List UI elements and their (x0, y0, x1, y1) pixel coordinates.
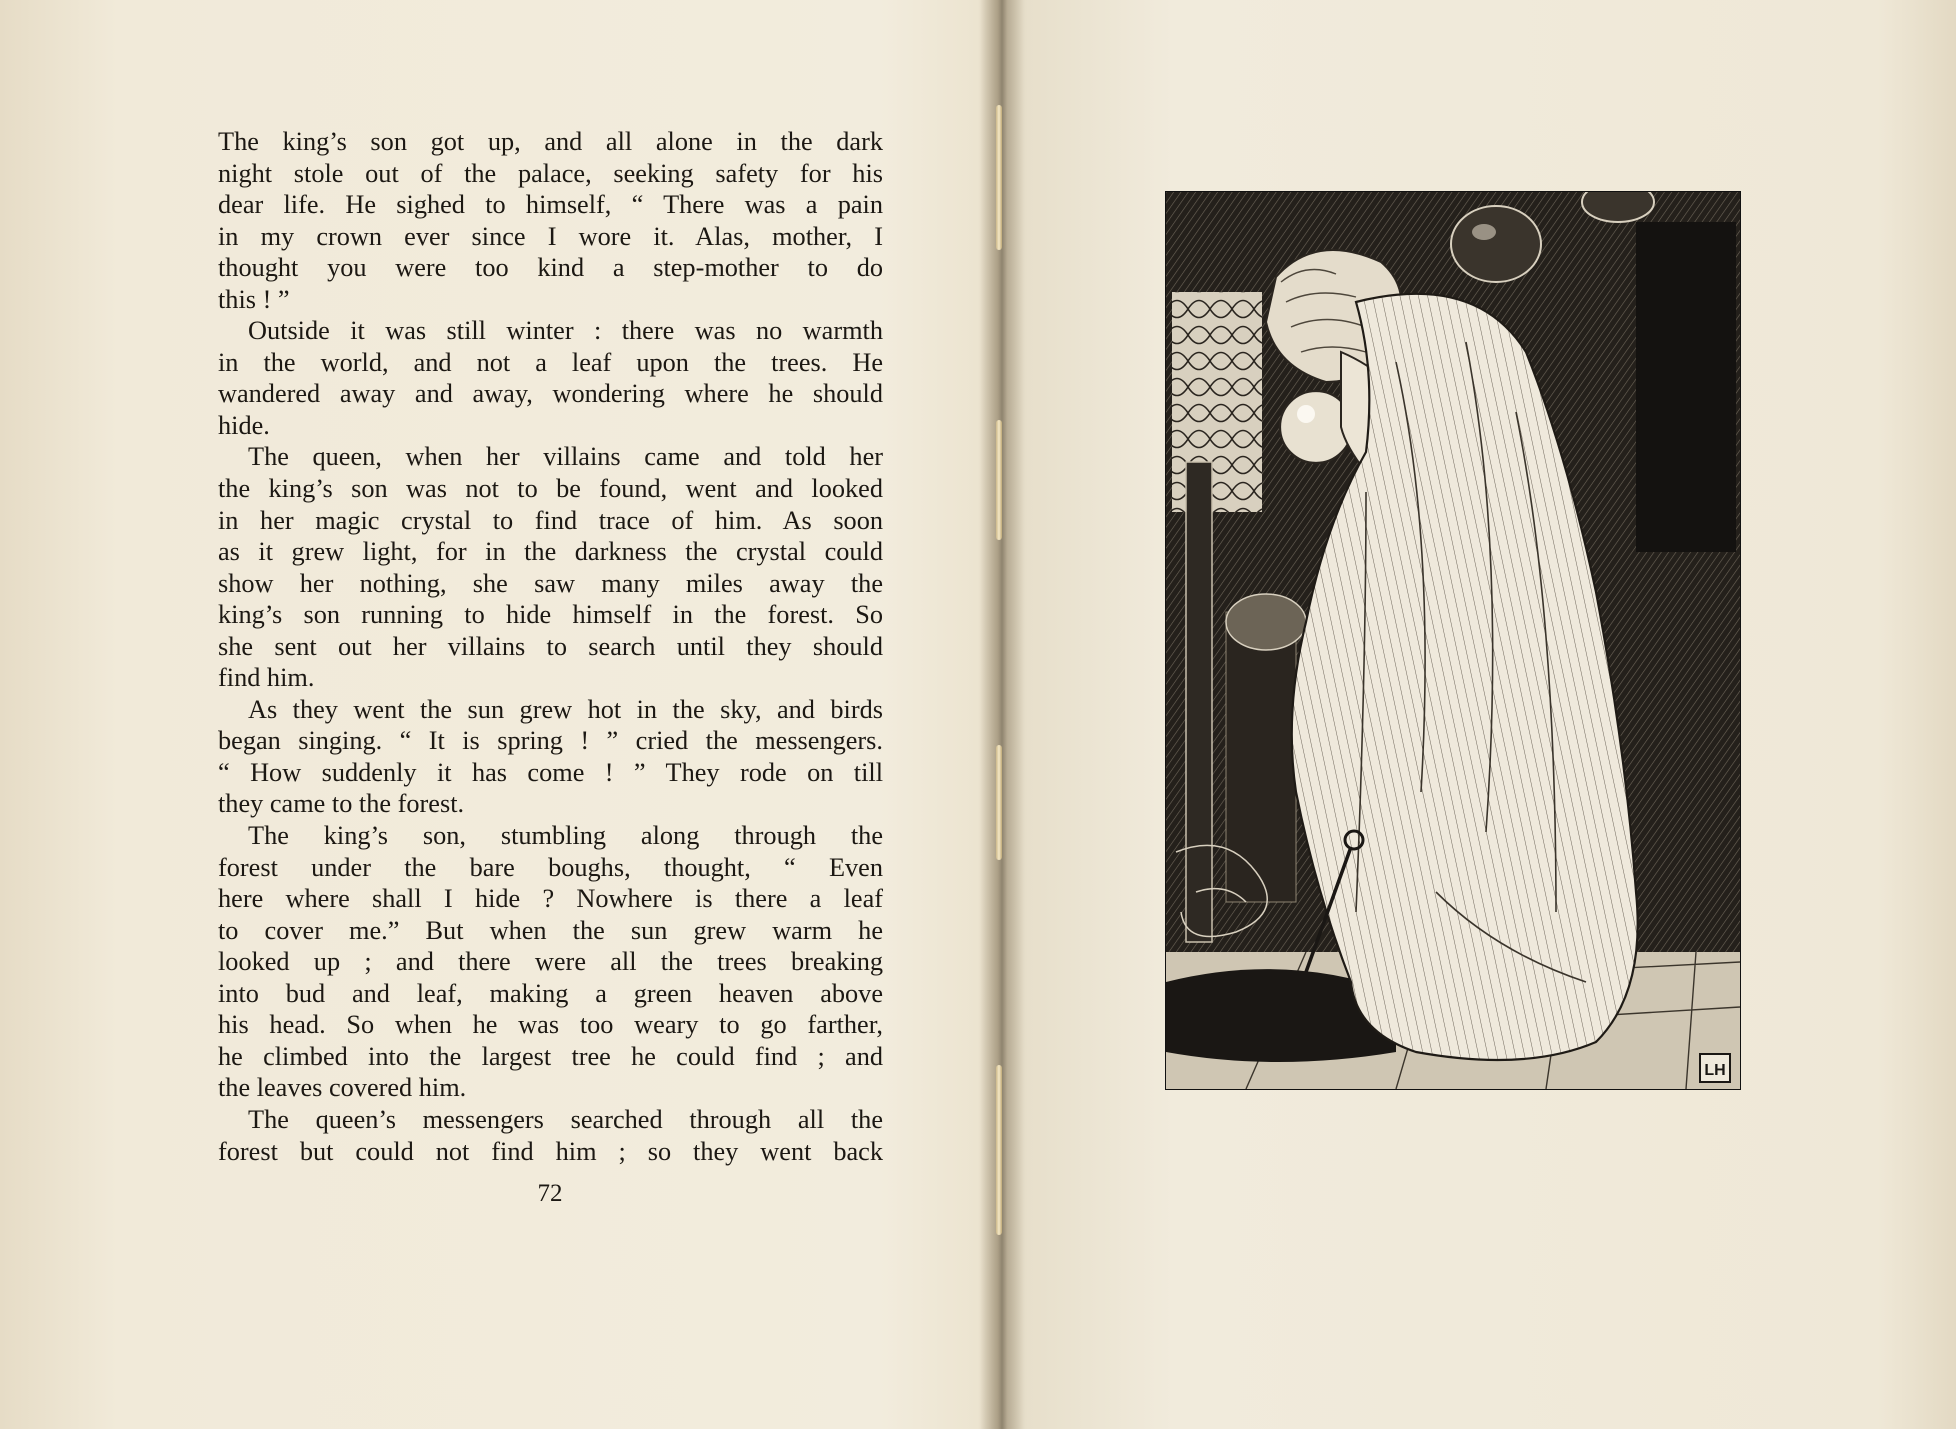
binding-stitch (996, 745, 1002, 860)
text-line: show her nothing, she saw many miles away the (218, 568, 883, 598)
text-line: king’s son running to hide himself in the forest. So (218, 600, 883, 630)
text-line: the king’s son was not to be found, went and looked (218, 474, 883, 504)
text-line: dear life. He sighed to himself, “ There was a pain (218, 190, 883, 220)
text-line: “ How suddenly it has come ! ” They rode on till (218, 757, 883, 787)
text-line: he climbed into the largest tree he could find ; and (218, 1041, 883, 1071)
text-line: night stole out of the palace, seeking safety for his (218, 158, 883, 188)
text-line: to cover me.” But when the sun grew warm he (218, 915, 883, 945)
text-line: The king’s son, stumbling along through the (248, 821, 883, 851)
text-line: forest but could not find him ; so they went back (218, 1136, 883, 1166)
text-line: as it grew light, for in the darkness the crystal could (218, 537, 883, 567)
text-line: the leaves covered him. (218, 1073, 467, 1103)
text-line: here where shall I hide ? Nowhere is there a leaf (218, 884, 883, 914)
text-line: Outside it was still winter : there was no warmth (248, 316, 883, 346)
page-number: 72 (537, 1180, 563, 1207)
text-line: into bud and leaf, making a green heaven above (218, 978, 883, 1008)
illustration-monogram: LH (1704, 1062, 1726, 1079)
text-line: The queen, when her villains came and told her (248, 442, 883, 472)
binding-stitch (996, 420, 1002, 540)
body-text (218, 126, 883, 1167)
text-line: she sent out her villains to search until they should (218, 631, 883, 661)
text-line: forest under the bare boughs, thought, “ Even (218, 852, 883, 882)
text-line: they came to the forest. (218, 789, 465, 819)
binding-stitch (996, 1065, 1002, 1235)
text-line: this ! ” (218, 284, 290, 314)
binding-stitch (996, 105, 1002, 250)
text-line: hide. (218, 410, 270, 440)
right-page (1005, 0, 1956, 1429)
text-line: The queen’s messengers searched through all the (248, 1104, 883, 1134)
text-line: looked up ; and there were all the trees breaking (218, 947, 883, 977)
text-line: wandered away and away, wondering where he should (218, 379, 883, 409)
text-line: in the world, and not a leaf upon the trees. He (218, 347, 883, 377)
text-line: began singing. “ It is spring ! ” cried the messengers. (218, 726, 883, 756)
text-line: thought you were too kind a step-mother to do (218, 253, 883, 283)
text-line: his head. So when he was too weary to go farther, (218, 1010, 883, 1040)
text-line: find him. (218, 663, 315, 693)
text-line: The king’s son got up, and all alone in the dark (218, 127, 883, 156)
illustration-plate (1166, 192, 1740, 1089)
text-line: in my crown ever since I wore it. Alas, mother, I (218, 221, 883, 251)
text-line: in her magic crystal to find trace of him. As soon (218, 505, 883, 535)
text-line: As they went the sun grew hot in the sky, and birds (248, 694, 883, 724)
illustration-kneeling-queen (1166, 192, 1740, 1089)
